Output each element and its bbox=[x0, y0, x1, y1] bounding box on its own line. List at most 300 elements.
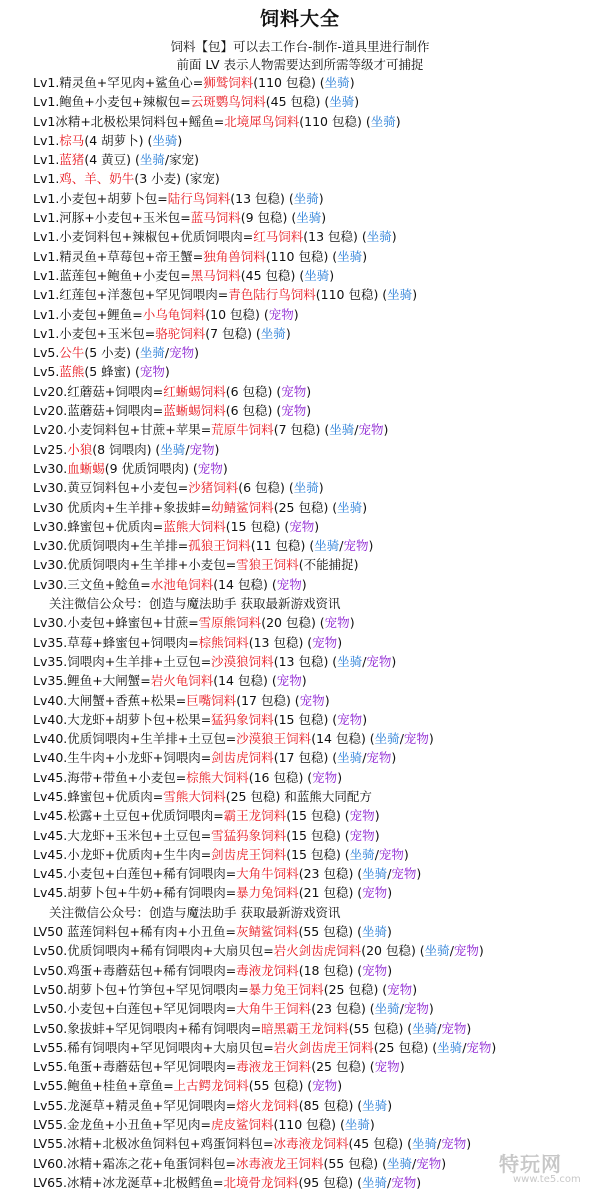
pet-tag: 宠物 bbox=[416, 1155, 442, 1171]
recipe-text: Lv40.大闸蟹+香蕉+松果= bbox=[33, 692, 187, 708]
pet-tag: 宠物 bbox=[466, 1039, 492, 1055]
feed-name: 岩火剑齿虎饲料 bbox=[273, 943, 362, 959]
recipe-line bbox=[33, 613, 598, 632]
recipe-text: ) bbox=[399, 1059, 405, 1075]
recipe-line bbox=[33, 1096, 598, 1115]
recipe-line bbox=[33, 652, 598, 671]
recipe-text: (25 包稳) ( bbox=[273, 499, 338, 515]
recipe-text: Lv30. bbox=[33, 460, 68, 476]
recipe-line bbox=[33, 999, 598, 1018]
recipe-text: ) bbox=[478, 943, 484, 959]
mount-tag: 坐骑 bbox=[139, 345, 165, 361]
recipe-text: LV60.冰精+霜冻之花+龟蛋饲料包= bbox=[33, 1155, 236, 1171]
recipe-text: (6 包稳) ( bbox=[238, 480, 294, 496]
recipe-text: ) bbox=[374, 827, 380, 843]
recipe-line bbox=[33, 285, 598, 304]
recipe-line bbox=[33, 748, 598, 767]
recipe-text: ) bbox=[337, 1078, 343, 1094]
feed-name: 北境骨龙饲料 bbox=[223, 1174, 299, 1190]
recipe-text: Lv1.小麦包+玉米包= bbox=[33, 325, 156, 341]
feed-name: 大角牛饲料 bbox=[236, 866, 299, 882]
recipe-text: ) bbox=[337, 769, 343, 785]
mount-tag: 坐骑 bbox=[152, 132, 178, 148]
recipe-text: / bbox=[411, 1155, 417, 1171]
recipe-text: ) bbox=[428, 731, 434, 747]
recipe-text: Lv45.小龙虾+优质肉+生牛肉= bbox=[33, 846, 212, 862]
recipe-text: ) bbox=[318, 480, 324, 496]
recipe-text: / bbox=[362, 653, 367, 669]
pet-tag: 宠物 bbox=[276, 673, 302, 689]
mount-tag: 坐骑 bbox=[361, 924, 387, 940]
pet-tag: 宠物 bbox=[387, 981, 413, 997]
pet-tag: 宠物 bbox=[391, 1174, 417, 1190]
recipe-text: Lv1.精灵鱼+罕见肉+鲨鱼心= bbox=[33, 75, 204, 90]
mount-tag: 坐骑 bbox=[374, 1001, 400, 1017]
feed-name: 小狼 bbox=[67, 441, 93, 457]
recipe-text: ) bbox=[285, 325, 291, 341]
recipe-text: / bbox=[399, 731, 404, 747]
watermark-url: www.te5.com bbox=[513, 1174, 581, 1185]
recipe-text: Lv1. bbox=[33, 132, 60, 148]
feed-name: 雪猛犸象饲料 bbox=[211, 827, 287, 843]
recipe-text: (6 包稳) ( bbox=[225, 403, 282, 419]
feed-name: 猛犸象饲料 bbox=[211, 711, 274, 727]
feed-name: 棕熊饲料 bbox=[198, 634, 249, 650]
recipe-text: LV55.冰精+北极冰鱼饲料包+鸡蛋饲料包= bbox=[33, 1136, 274, 1152]
recipe-text: (15 包稳) ( bbox=[273, 711, 338, 727]
feed-name: 雪原熊饲料 bbox=[198, 615, 262, 631]
recipe-line bbox=[33, 729, 598, 748]
recipe-text: (15 包稳) ( bbox=[286, 827, 350, 843]
feed-name: 熔火龙饲料 bbox=[236, 1097, 299, 1113]
pet-tag: 宠物 bbox=[276, 576, 302, 592]
mount-tag: 坐骑 bbox=[337, 248, 363, 264]
recipe-text: ) bbox=[314, 518, 320, 534]
recipe-line bbox=[33, 459, 598, 478]
recipe-text: (5 小麦) ( bbox=[84, 345, 140, 361]
recipe-text: ) bbox=[412, 981, 418, 997]
recipe-text: ) bbox=[416, 1174, 422, 1190]
recipe-text: ) bbox=[416, 866, 422, 882]
feed-name: 骆驼饲料 bbox=[155, 325, 206, 341]
recipe-line bbox=[33, 575, 598, 594]
recipe-line bbox=[33, 208, 598, 227]
recipe-text: ) bbox=[368, 538, 374, 554]
pet-tag: 宠物 bbox=[312, 634, 338, 650]
recipe-text: / bbox=[362, 750, 367, 766]
feed-name: 岩火剑齿虎王饲料 bbox=[273, 1039, 374, 1055]
recipe-text: (7 包稳) ( bbox=[273, 422, 330, 438]
recipe-text: (9 包稳) ( bbox=[240, 210, 297, 226]
feed-name: 巨嘴饲料 bbox=[186, 692, 237, 708]
recipe-text: Lv30.优质饲喂肉+生羊排= bbox=[33, 538, 189, 554]
pet-tag: 宠物 bbox=[349, 827, 375, 843]
recipe-text: ) bbox=[391, 653, 397, 669]
recipe-text: (25 包稳) 和蓝熊大同配方 bbox=[225, 788, 372, 804]
recipe-line bbox=[33, 498, 598, 517]
recipe-text: / bbox=[437, 1020, 442, 1036]
recipe-text: (17 包稳) ( bbox=[273, 750, 338, 766]
recipe-text: Lv1.小麦饲料包+辣椒包+优质饲喂肉= bbox=[33, 229, 254, 245]
recipe-text: (13 包稳) ( bbox=[230, 190, 294, 206]
feed-name: 公牛 bbox=[59, 345, 85, 361]
mount-tag: 坐骑 bbox=[329, 94, 355, 110]
pet-tag: 宠物 bbox=[169, 345, 195, 361]
feed-name: 毒液龙王饲料 bbox=[236, 1059, 312, 1075]
wechat-notice bbox=[33, 903, 598, 922]
recipe-text: / bbox=[399, 1001, 404, 1017]
feed-name: 青色陆行鸟饲料 bbox=[228, 287, 316, 303]
recipe-text: (17 包稳) ( bbox=[236, 692, 300, 708]
recipe-line bbox=[33, 1076, 598, 1095]
feed-name: 冰毒液龙饲料 bbox=[273, 1136, 349, 1152]
feed-name: 剑齿虎王饲料 bbox=[211, 846, 287, 862]
recipe-text: ) bbox=[395, 113, 401, 129]
recipe-text: ) bbox=[391, 229, 397, 245]
recipe-text: ) bbox=[354, 94, 360, 110]
recipe-line bbox=[33, 189, 598, 208]
mount-tag: 坐骑 bbox=[324, 75, 350, 90]
recipe-text: Lv1.蓝莲包+鲍鱼+小麦包= bbox=[33, 267, 191, 283]
mount-tag: 坐骑 bbox=[139, 152, 165, 168]
recipe-line bbox=[33, 691, 598, 710]
recipe-text: ) bbox=[301, 576, 307, 592]
recipe-text: LV50 蓝莲饲料包+稀有肉+小丑鱼= bbox=[33, 924, 236, 940]
recipe-text: Lv20.小麦饲料包+甘蔗+苹果= bbox=[33, 422, 212, 438]
recipe-text: Lv50.鸡蛋+毒蘑菇包+稀有饲喂肉= bbox=[33, 962, 237, 978]
pet-tag: 宠物 bbox=[337, 711, 363, 727]
recipe-text: Lv25. bbox=[33, 441, 68, 457]
recipe-text: ) bbox=[491, 1039, 497, 1055]
pet-tag: 宠物 bbox=[281, 383, 307, 399]
feed-name: 上古鳄龙饲料 bbox=[173, 1078, 249, 1094]
mount-tag: 坐骑 bbox=[361, 1174, 387, 1190]
pet-tag: 宠物 bbox=[268, 306, 294, 322]
recipe-text: ) bbox=[293, 306, 299, 322]
recipe-line bbox=[33, 864, 598, 883]
mount-tag: 坐骑 bbox=[387, 287, 413, 303]
pet-tag: 宠物 bbox=[299, 692, 325, 708]
recipe-line bbox=[33, 420, 598, 439]
recipe-text: Lv30.小麦包+蜂蜜包+甘蔗= bbox=[33, 615, 199, 631]
recipe-text: (110 包稳) ( bbox=[273, 1117, 345, 1133]
recipe-text: (16 包稳) ( bbox=[248, 769, 313, 785]
recipe-text: / bbox=[386, 1174, 392, 1190]
recipe-text: (6 包稳) ( bbox=[225, 383, 282, 399]
recipe-text: Lv45.小麦包+白莲包+稀有饲喂肉= bbox=[33, 866, 237, 882]
recipe-text: (20 包稳) ( bbox=[261, 615, 325, 631]
mount-tag: 坐骑 bbox=[314, 538, 340, 554]
feed-name: 陆行鸟饲料 bbox=[167, 190, 231, 206]
recipe-line bbox=[33, 883, 598, 902]
recipe-text: ) bbox=[387, 885, 393, 901]
recipe-text: ) bbox=[318, 190, 324, 206]
recipe-text: (14 包稳) ( bbox=[311, 731, 375, 747]
mount-tag: 坐骑 bbox=[424, 943, 450, 959]
feed-name: 暴力兔王饲料 bbox=[248, 981, 324, 997]
recipe-text: (110 包稳) ( bbox=[253, 75, 325, 90]
recipe-text: (45 包稳) ( bbox=[240, 267, 305, 283]
feed-name: 沙漠狼王饲料 bbox=[236, 731, 312, 747]
recipe-line bbox=[33, 806, 598, 825]
pet-tag: 宠物 bbox=[289, 518, 315, 534]
pet-tag: 宠物 bbox=[366, 653, 392, 669]
recipe-text: ) bbox=[194, 345, 199, 361]
recipe-text: Lv55.鲍鱼+桂鱼+章鱼= bbox=[33, 1078, 174, 1094]
feed-name: 蓝马饲料 bbox=[190, 210, 241, 226]
intro-line-2: 前面 LV 表示人物需要达到所需等级才可捕捉 bbox=[176, 57, 424, 72]
pet-tag: 宠物 bbox=[358, 422, 384, 438]
feed-name: 北境犀鸟饲料 bbox=[224, 113, 300, 129]
recipe-line bbox=[33, 362, 598, 381]
recipe-text: Lv1.小麦包+鲤鱼= bbox=[33, 306, 143, 322]
mount-tag: 坐骑 bbox=[329, 422, 355, 438]
recipe-line bbox=[33, 343, 598, 362]
recipe-text: ) bbox=[369, 1117, 375, 1133]
mount-tag: 坐骑 bbox=[344, 1117, 370, 1133]
pet-tag: 宠物 bbox=[362, 885, 388, 901]
recipe-text: ) bbox=[324, 692, 330, 708]
recipe-text: Lv55.龟蛋+毒蘑菇包+罕见饲喂肉= bbox=[33, 1059, 237, 1075]
feed-name: 大角牛王饲料 bbox=[236, 1001, 312, 1017]
recipe-text: Lv35.饲喂肉+生羊排+土豆包= bbox=[33, 653, 212, 669]
feed-name: 灰鲭鲨饲料 bbox=[235, 924, 299, 940]
pet-tag: 宠物 bbox=[374, 1059, 400, 1075]
mount-tag: 坐骑 bbox=[296, 210, 322, 226]
recipe-line bbox=[33, 787, 598, 806]
recipe-line bbox=[33, 671, 598, 690]
feed-name: 沙漠狼饲料 bbox=[211, 653, 274, 669]
recipe-text: (55 包稳) ( bbox=[298, 924, 362, 940]
recipe-line bbox=[33, 305, 598, 324]
recipe-text: 关注微信公众号：创造与魔法助手 获取最新游戏资讯 bbox=[49, 904, 341, 920]
mount-tag: 坐骑 bbox=[160, 441, 186, 457]
recipe-text: (55 包稳) ( bbox=[323, 1155, 387, 1171]
feed-name: 蓝熊大饲料 bbox=[163, 518, 226, 534]
recipe-text: ) bbox=[306, 383, 312, 399]
pet-tag: 宠物 bbox=[324, 615, 350, 631]
feed-name: 岩火龟饲料 bbox=[150, 673, 214, 689]
recipe-text: Lv45.海带+带鱼+小麦包= bbox=[33, 769, 187, 785]
pet-tag: 宠物 bbox=[391, 866, 417, 882]
recipe-text: Lv30 优质肉+生羊排+象拔蚌= bbox=[33, 499, 212, 515]
recipe-text: (15 包稳) ( bbox=[286, 808, 350, 824]
recipe-line bbox=[33, 1019, 598, 1038]
recipe-line bbox=[33, 92, 598, 111]
recipe-text: ) bbox=[164, 364, 170, 380]
recipe-text: ) bbox=[386, 924, 392, 940]
recipe-line bbox=[33, 266, 598, 285]
recipe-text: / bbox=[374, 846, 379, 862]
recipe-text: (23 包稳) ( bbox=[298, 866, 363, 882]
intro-line-1: 饲料【包】可以去工作台-制作-道具里进行制作 bbox=[170, 39, 430, 54]
recipe-text: ) bbox=[349, 615, 355, 631]
mount-tag: 坐骑 bbox=[366, 229, 392, 245]
pet-tag: 宠物 bbox=[197, 460, 223, 476]
recipe-text: (15 包稳) ( bbox=[225, 518, 290, 534]
recipe-text: / bbox=[164, 345, 170, 361]
recipe-line bbox=[33, 73, 598, 92]
mount-tag: 坐骑 bbox=[370, 113, 396, 129]
recipe-text: (14 包稳) ( bbox=[213, 576, 277, 592]
recipe-line bbox=[33, 555, 598, 574]
feed-name: 冰毒液龙王饲料 bbox=[235, 1155, 324, 1171]
recipe-text: ) bbox=[466, 1136, 472, 1152]
mount-tag: 坐骑 bbox=[293, 480, 319, 496]
recipe-text: ) bbox=[403, 846, 409, 862]
recipe-line bbox=[33, 517, 598, 536]
recipe-text: Lv50.优质饲喂肉+稀有饲喂肉+大扇贝包= bbox=[33, 943, 274, 959]
recipe-text: Lv30.黄豆饲料包+小麦包= bbox=[33, 480, 189, 496]
feed-name: 小乌龟饲料 bbox=[142, 306, 206, 322]
recipe-text: ) bbox=[222, 460, 228, 476]
recipe-text: (10 包稳) ( bbox=[205, 306, 269, 322]
recipe-text: Lv45.蜂蜜包+优质肉= bbox=[33, 788, 164, 804]
feed-name: 独角兽饲料 bbox=[203, 248, 266, 264]
feed-name: 棕马 bbox=[59, 132, 85, 148]
recipe-line bbox=[33, 922, 598, 941]
mount-tag: 坐骑 bbox=[349, 846, 375, 862]
pet-tag: 宠物 bbox=[441, 1136, 467, 1152]
mount-tag: 坐骑 bbox=[374, 731, 400, 747]
recipe-text: (55 包稳) ( bbox=[348, 1020, 413, 1036]
feed-name: 蓝猪 bbox=[59, 152, 85, 168]
recipe-text: / bbox=[449, 943, 454, 959]
recipe-text: (25 包稳) ( bbox=[373, 1039, 438, 1055]
recipe-text: / bbox=[436, 1136, 442, 1152]
feed-name: 棕熊大饲料 bbox=[186, 769, 249, 785]
recipe-text: ) bbox=[374, 808, 380, 824]
mount-tag: 坐骑 bbox=[337, 499, 363, 515]
recipe-text: (5 蜂蜜) ( bbox=[84, 364, 140, 380]
recipe-text: ) bbox=[362, 499, 368, 515]
recipe-text: ) bbox=[428, 1001, 434, 1017]
pet-tag: 宠物 bbox=[441, 1020, 467, 1036]
recipe-text: Lv35.草莓+蜂蜜包+饲喂肉= bbox=[33, 634, 199, 650]
pet-tag: 宠物 bbox=[378, 846, 404, 862]
recipe-line bbox=[33, 112, 598, 131]
pet-tag: 宠物 bbox=[312, 1078, 338, 1094]
pet-tag: 宠物 bbox=[343, 538, 369, 554]
recipe-text: Lv50.象拔蚌+罕见饲喂肉+稀有饲喂肉= bbox=[33, 1020, 262, 1036]
pet-tag: 宠物 bbox=[189, 441, 215, 457]
recipe-line bbox=[33, 633, 598, 652]
recipe-text: Lv1. bbox=[33, 152, 60, 168]
recipe-line bbox=[33, 768, 598, 787]
recipe-text: ) bbox=[362, 248, 368, 264]
recipe-text: ) bbox=[391, 750, 397, 766]
feed-name: 雪狼王饲料 bbox=[236, 557, 299, 573]
recipe-line bbox=[33, 169, 598, 188]
recipe-text: Lv55.龙涎草+精灵鱼+罕见饲喂肉= bbox=[33, 1097, 237, 1113]
recipe-text: (11 包稳) ( bbox=[250, 538, 315, 554]
recipe-text: ) bbox=[321, 210, 327, 226]
feed-name: 毒液龙饲料 bbox=[236, 962, 299, 978]
recipe-text: ) bbox=[466, 1020, 472, 1036]
recipe-line bbox=[33, 382, 598, 401]
mount-tag: 坐骑 bbox=[304, 267, 330, 283]
recipe-line bbox=[33, 1115, 598, 1134]
recipe-text: (13 包稳) ( bbox=[303, 229, 367, 245]
recipe-text: (110 包稳) ( bbox=[265, 248, 338, 264]
recipe-text: Lv5. bbox=[33, 345, 60, 361]
recipe-text: Lv1. bbox=[33, 171, 60, 187]
recipe-text: Lv30.三文鱼+鲶鱼= bbox=[33, 576, 151, 592]
feed-name: 荒原牛饲料 bbox=[211, 422, 274, 438]
recipe-line bbox=[33, 1038, 598, 1057]
recipe-text: / bbox=[339, 538, 344, 554]
recipe-text: 关注微信公众号：创造与魔法助手 获取最新游戏资讯 bbox=[49, 596, 341, 612]
recipe-text: Lv5. bbox=[33, 364, 60, 380]
recipe-text: ) bbox=[387, 1097, 393, 1113]
site-watermark-logo bbox=[499, 1148, 594, 1188]
recipe-text: (55 包稳) ( bbox=[248, 1078, 313, 1094]
recipe-text: (14 包稳) ( bbox=[213, 673, 277, 689]
recipe-text: Lv40.大龙虾+胡萝卜包+松果= bbox=[33, 711, 212, 727]
mount-tag: 坐骑 bbox=[293, 190, 319, 206]
recipe-text: ) bbox=[349, 75, 355, 90]
recipe-line bbox=[33, 440, 598, 459]
feed-name: 红马饲料 bbox=[253, 229, 304, 245]
recipe-text: Lv30.蜂蜜包+优质肉= bbox=[33, 518, 164, 534]
mount-tag: 坐骑 bbox=[362, 866, 388, 882]
recipe-text: Lv45.胡萝卜包+牛奶+稀有饲喂肉= bbox=[33, 885, 237, 901]
recipe-line bbox=[33, 401, 598, 420]
recipe-line bbox=[33, 710, 598, 729]
recipe-line bbox=[33, 247, 598, 266]
recipe-text: Lv55.稀有饲喂肉+罕见饲喂肉+大扇贝包= bbox=[33, 1039, 274, 1055]
feed-name: 黑马饲料 bbox=[190, 267, 241, 283]
mount-tag: 坐骑 bbox=[337, 653, 363, 669]
wechat-notice bbox=[33, 594, 598, 613]
recipe-text: Lv1.红莲包+洋葱包+罕见饲喂肉= bbox=[33, 287, 229, 303]
recipe-text: ) bbox=[337, 634, 343, 650]
mount-tag: 坐骑 bbox=[260, 325, 286, 341]
pet-tag: 宠物 bbox=[349, 808, 375, 824]
recipe-text: ) bbox=[177, 132, 183, 148]
recipe-list bbox=[33, 73, 598, 1192]
recipe-text: (4 黄豆) ( bbox=[84, 152, 140, 168]
recipe-text: Lv1.鲍鱼+小麦包+辣椒包= bbox=[33, 94, 191, 110]
recipe-line bbox=[33, 150, 598, 169]
mount-tag: 坐骑 bbox=[386, 1155, 412, 1171]
pet-tag: 宠物 bbox=[403, 1001, 429, 1017]
mount-tag: 坐骑 bbox=[337, 750, 363, 766]
recipe-text: /家宠) bbox=[164, 152, 199, 168]
pet-tag: 宠物 bbox=[281, 403, 307, 419]
recipe-text: (85 包稳) ( bbox=[298, 1097, 363, 1113]
mount-tag: 坐骑 bbox=[411, 1136, 437, 1152]
pet-tag: 宠物 bbox=[362, 962, 388, 978]
recipe-text: ) bbox=[214, 441, 220, 457]
recipe-text: (不能捕捉) bbox=[298, 557, 359, 573]
recipe-text: (4 胡萝卜) ( bbox=[84, 132, 153, 148]
recipe-text: (7 包稳) ( bbox=[205, 325, 261, 341]
recipe-text: ) bbox=[412, 287, 418, 303]
recipe-text: (45 包稳) ( bbox=[348, 1136, 412, 1152]
recipe-line bbox=[33, 536, 598, 555]
recipe-text: Lv50.胡萝卜包+竹笋包+罕见饲喂肉= bbox=[33, 981, 249, 997]
feed-name: 狮鹫饲料 bbox=[203, 75, 254, 90]
recipe-text: (23 包稳) ( bbox=[311, 1001, 375, 1017]
recipe-text: Lv20.蓝蘑菇+饲喂肉= bbox=[33, 403, 164, 419]
watermark-text: 特玩网 bbox=[499, 1152, 562, 1176]
recipe-line bbox=[33, 980, 598, 999]
recipe-text: Lv1.河豚+小麦包+玉米包= bbox=[33, 210, 191, 226]
mount-tag: 坐骑 bbox=[362, 1097, 388, 1113]
recipe-text: (95 包稳) ( bbox=[298, 1174, 362, 1190]
recipe-text: Lv1.小麦包+胡萝卜包= bbox=[33, 190, 168, 206]
